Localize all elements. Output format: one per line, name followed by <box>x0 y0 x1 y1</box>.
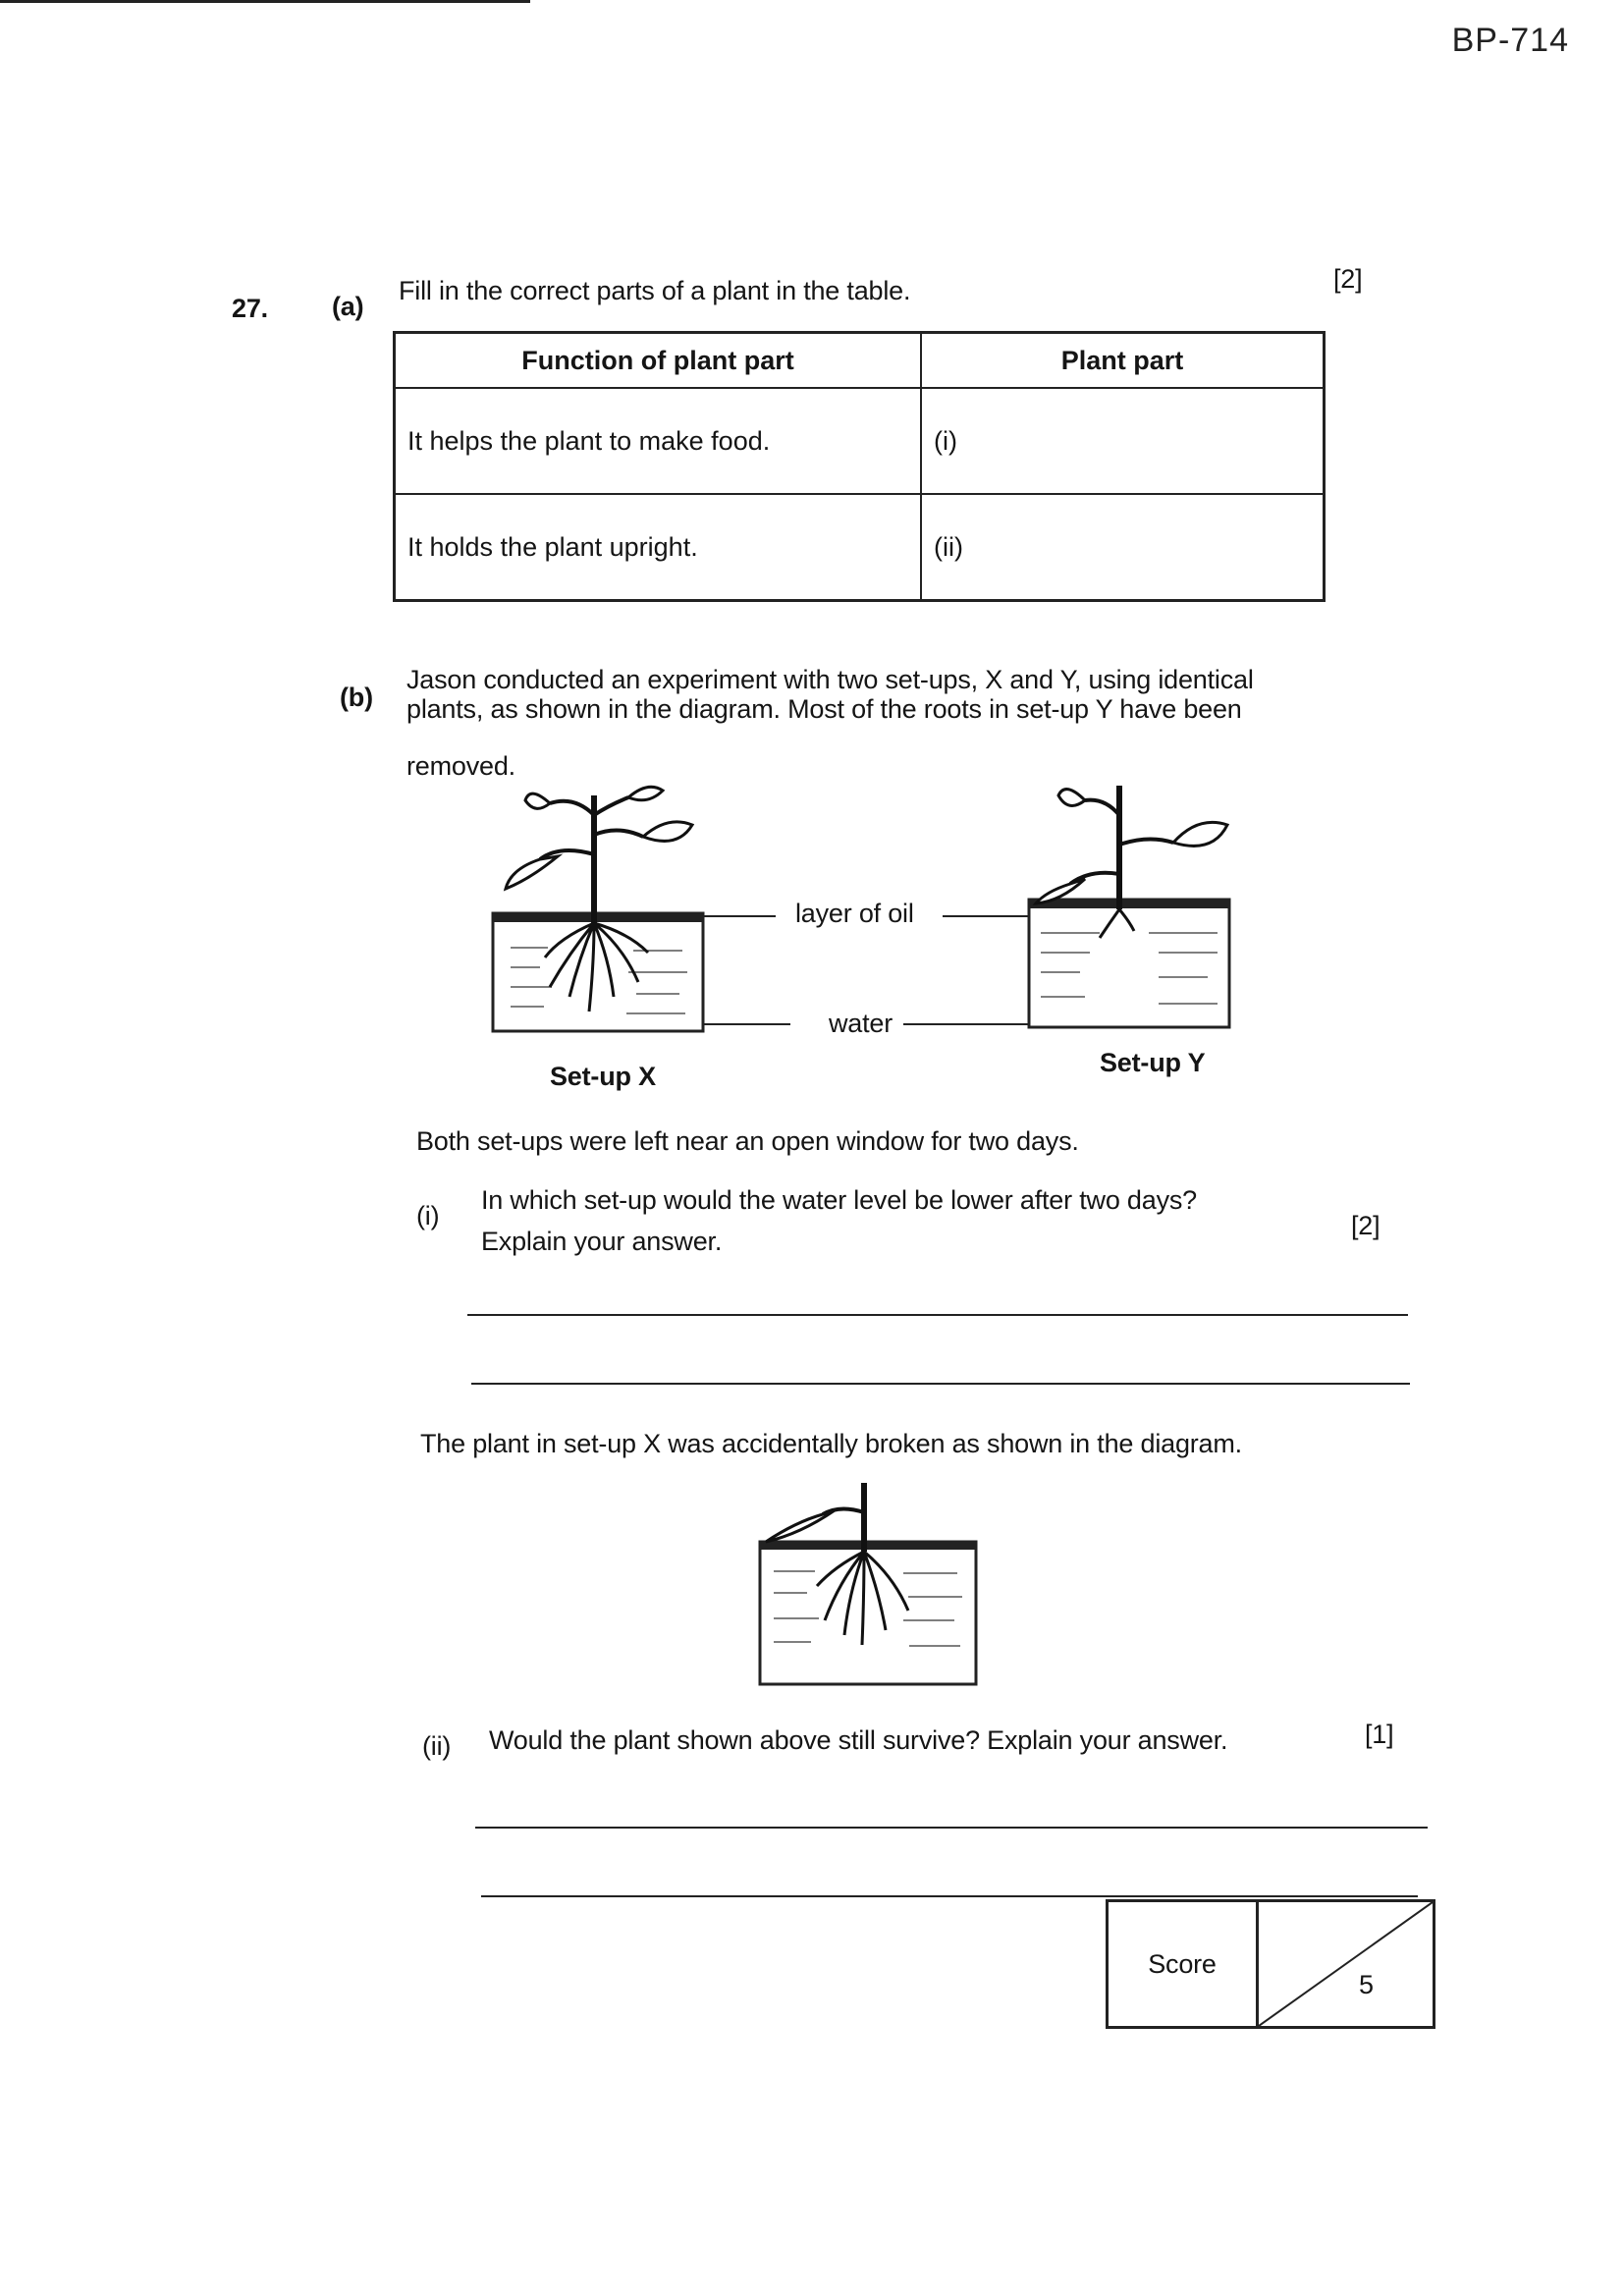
score-label: Score <box>1109 1902 1259 2026</box>
score-box <box>1106 1899 1435 2029</box>
q2-text: Would the plant shown above still survive? Explain your answer. <box>489 1725 1228 1755</box>
table-row <box>395 494 1325 601</box>
part-b-label: (b) <box>340 683 373 712</box>
score-divider-line <box>1259 1902 1433 2026</box>
label-setup-x: Set-up X <box>550 1062 656 1091</box>
paper-code: BP-714 <box>1451 22 1569 59</box>
part-a-marks: [2] <box>1333 264 1363 294</box>
table-header-part: Plant part <box>921 333 1325 389</box>
setup-y-container <box>1029 900 1229 1027</box>
answer-line[interactable] <box>475 1827 1428 1829</box>
q1-marks: [2] <box>1351 1211 1380 1240</box>
q1-label: (i) <box>416 1201 440 1230</box>
question-number: 27. <box>232 294 268 323</box>
table-cell-function: It holds the plant upright. <box>395 494 922 601</box>
table-header-row <box>395 333 1325 389</box>
part-b-intro-line-3: removed. <box>406 751 515 781</box>
part-b-intro-line-2: plants, as shown in the diagram. Most of the roots in set-up Y have been <box>406 694 1242 724</box>
broken-plant-diagram <box>746 1473 992 1694</box>
q2-marks: [1] <box>1365 1720 1394 1749</box>
part-a-text: Fill in the correct parts of a plant in the table. <box>399 276 911 305</box>
plant-part-table <box>393 331 1326 602</box>
table-cell-part-answer[interactable]: (i) <box>921 388 1325 494</box>
table-cell-part-answer[interactable]: (ii) <box>921 494 1325 601</box>
part-a-label: (a) <box>332 292 364 321</box>
label-layer-of-oil: layer of oil <box>795 899 914 928</box>
score-total: 5 <box>1359 1970 1374 1999</box>
q2-label: (ii) <box>422 1731 452 1761</box>
broken-plant-statement: The plant in set-up X was accidentally broken as shown in the diagram. <box>420 1429 1242 1458</box>
top-rule <box>0 0 530 3</box>
label-setup-y: Set-up Y <box>1100 1048 1206 1077</box>
score-entry-cell[interactable] <box>1259 1902 1433 2026</box>
table-cell-function: It helps the plant to make food. <box>395 388 922 494</box>
setups-statement: Both set-ups were left near an open window for two days. <box>416 1126 1079 1156</box>
answer-line[interactable] <box>467 1314 1408 1316</box>
q1-text-line-1: In which set-up would the water level be lower after two days? <box>481 1185 1197 1215</box>
q1-text-line-2: Explain your answer. <box>481 1227 723 1256</box>
table-header-function: Function of plant part <box>395 333 922 389</box>
label-water: water <box>829 1009 893 1038</box>
table-row <box>395 388 1325 494</box>
part-b-intro-line-1: Jason conducted an experiment with two set-ups, X and Y, using identical <box>406 665 1254 694</box>
answer-line[interactable] <box>481 1895 1418 1897</box>
answer-line[interactable] <box>471 1383 1410 1385</box>
